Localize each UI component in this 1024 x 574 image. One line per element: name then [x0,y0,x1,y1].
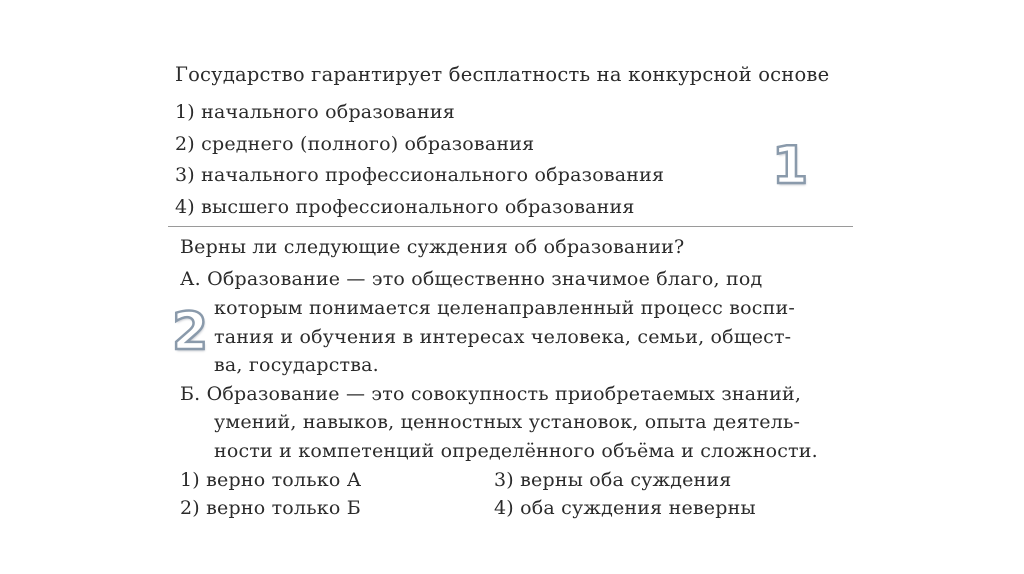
statement-a-line-2: которым понимается целенаправленный процесс воспи- [214,297,795,319]
question-1-option-3: 3) начального профессионального образования [175,164,665,186]
question-1-option-2: 2) среднего (полного) образования [175,133,535,155]
statement-b-line-1: Б. Образование — это совокупность приобретаемых знаний, [180,383,802,405]
section-divider [168,226,853,227]
answer-option-2: 2) верно только Б [180,497,361,519]
statement-b-line-3: ности и компетенций определённого объёма и сложности. [214,440,818,462]
question-1-title: Государство гарантирует бесплатность на конкурсной основе [175,63,830,86]
question-number-1-marker: 1 [772,136,809,196]
question-1-option-4: 4) высшего профессионального образования [175,196,635,218]
statement-a-line-4: ва, государства. [214,354,379,376]
answer-option-3: 3) верны оба суждения [494,469,732,491]
statement-a-line-3: тания и обучения в интересах человека, семьи, общест- [214,326,792,348]
answer-option-1: 1) верно только А [180,469,362,491]
question-2-title: Верны ли следующие суждения об образовании? [180,236,685,258]
statement-a-line-1: А. Образование — это общественно значимое благо, под [180,268,763,290]
statement-b-line-2: умений, навыков, ценностных установок, опыта деятель- [214,411,801,433]
question-1-option-1: 1) начального образования [175,101,455,123]
answer-option-4: 4) оба суждения неверны [494,497,756,519]
question-number-2-marker: 2 [172,302,209,362]
